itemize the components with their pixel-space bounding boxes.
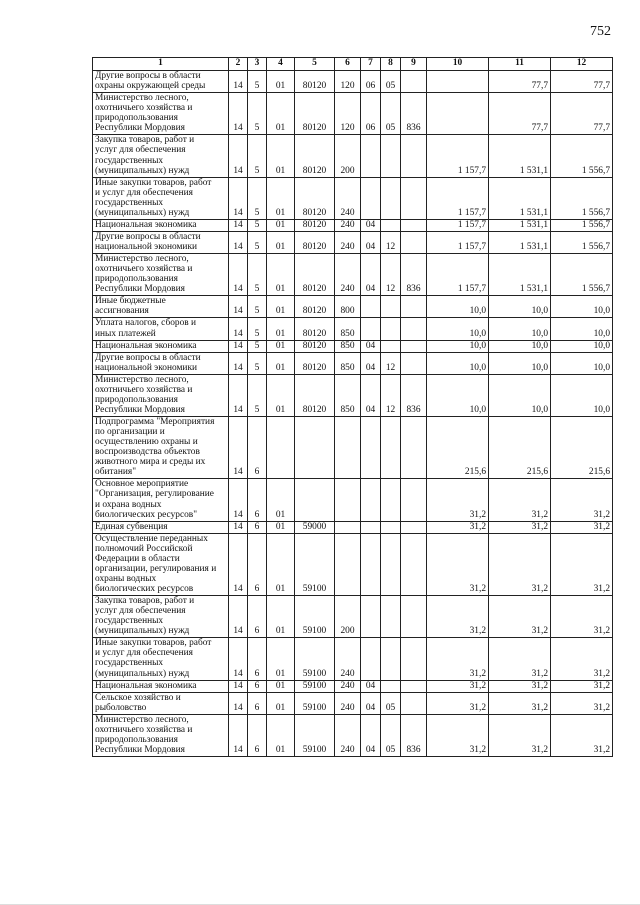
table-row [93,352,613,374]
row-cell-col-9 [401,177,427,219]
row-cell-col-5: 80120 [295,352,335,374]
table-row [93,638,613,680]
row-cell-col-8 [381,340,401,352]
row-description: Осуществление переданных полномочий Российской Федерации в области организации, регулирования и охраны водных биологических ресурсов [93,533,229,595]
column-header-4: 4 [267,58,295,71]
row-cell-col-3: 5 [248,219,267,231]
row-cell-col-10: 31,2 [427,692,489,714]
row-cell-col-6: 240 [335,638,361,680]
row-cell-col-4: 01 [267,254,295,296]
row-cell-col-6: 240 [335,680,361,692]
row-cell-col-7 [361,521,381,533]
row-cell-col-11: 10,0 [489,318,551,340]
row-description: Закупка товаров, работ и услуг для обеспечения государственных (муниципальных) нужд [93,135,229,177]
row-cell-col-4: 01 [267,374,295,416]
row-cell-col-10: 10,0 [427,374,489,416]
row-cell-col-12: 31,2 [551,521,613,533]
row-cell-col-2: 14 [229,135,248,177]
row-cell-col-5: 80120 [295,231,335,253]
row-cell-col-2: 14 [229,521,248,533]
row-cell-col-3: 5 [248,340,267,352]
row-cell-col-6 [335,533,361,595]
row-cell-col-5: 80120 [295,296,335,318]
row-cell-col-2: 14 [229,219,248,231]
row-cell-col-6: 240 [335,177,361,219]
row-cell-col-9 [401,680,427,692]
column-header-6: 6 [335,58,361,71]
row-cell-col-7 [361,479,381,521]
row-cell-col-6 [335,417,361,479]
row-cell-col-4: 01 [267,93,295,135]
row-cell-col-3: 5 [248,135,267,177]
row-cell-col-12: 31,2 [551,533,613,595]
row-description: Национальная экономика [93,680,229,692]
row-description: Подпрограмма "Мероприятия по организации и осуществлению охраны и воспроизводства объектов животного мира и среды их обитания" [93,417,229,479]
row-cell-col-11: 1 531,1 [489,231,551,253]
row-cell-col-10: 1 157,7 [427,219,489,231]
row-cell-col-7: 04 [361,254,381,296]
row-cell-col-8 [381,479,401,521]
row-cell-col-2: 14 [229,318,248,340]
row-cell-col-9 [401,71,427,93]
row-cell-col-8: 12 [381,231,401,253]
row-cell-col-3: 5 [248,296,267,318]
row-cell-col-5: 80120 [295,71,335,93]
column-header-5: 5 [295,58,335,71]
row-cell-col-10 [427,71,489,93]
row-cell-col-2: 14 [229,374,248,416]
row-cell-col-5: 59100 [295,638,335,680]
row-cell-col-12: 1 556,7 [551,135,613,177]
row-cell-col-6: 120 [335,93,361,135]
table-body [93,58,613,757]
row-description: Министерство лесного, охотничьего хозяйства и природопользования Республики Мордовия [93,93,229,135]
row-cell-col-7: 04 [361,680,381,692]
row-cell-col-12: 1 556,7 [551,254,613,296]
row-cell-col-4: 01 [267,340,295,352]
row-cell-col-7 [361,177,381,219]
row-cell-col-7: 04 [361,714,381,756]
row-cell-col-6: 200 [335,596,361,638]
row-cell-col-7: 04 [361,692,381,714]
row-cell-col-3: 6 [248,714,267,756]
column-header-7: 7 [361,58,381,71]
row-cell-col-11: 77,7 [489,71,551,93]
row-description: Иные закупки товаров, работ и услуг для обеспечения государственных (муниципальных) нужд [93,177,229,219]
row-cell-col-10: 1 157,7 [427,254,489,296]
row-cell-col-8 [381,219,401,231]
row-description: Министерство лесного, охотничьего хозяйства и природопользования Республики Мордовия [93,254,229,296]
row-cell-col-7 [361,638,381,680]
row-cell-col-12: 1 556,7 [551,177,613,219]
row-cell-col-12: 10,0 [551,318,613,340]
row-description: Уплата налогов, сборов и иных платежей [93,318,229,340]
row-cell-col-2: 14 [229,417,248,479]
row-cell-col-6: 240 [335,714,361,756]
row-cell-col-2: 14 [229,177,248,219]
row-cell-col-9 [401,479,427,521]
row-cell-col-11: 77,7 [489,93,551,135]
row-cell-col-9: 836 [401,254,427,296]
column-header-8: 8 [381,58,401,71]
row-cell-col-3: 6 [248,417,267,479]
table-row [93,231,613,253]
row-cell-col-9: 836 [401,374,427,416]
row-cell-col-2: 14 [229,352,248,374]
row-cell-col-6: 850 [335,374,361,416]
row-cell-col-4: 01 [267,521,295,533]
row-cell-col-3: 6 [248,479,267,521]
row-cell-col-4: 01 [267,71,295,93]
row-cell-col-9 [401,219,427,231]
row-cell-col-11: 31,2 [489,638,551,680]
row-cell-col-4: 01 [267,135,295,177]
row-cell-col-3: 6 [248,638,267,680]
row-cell-col-11: 31,2 [489,533,551,595]
row-cell-col-3: 6 [248,533,267,595]
row-cell-col-2: 14 [229,340,248,352]
row-cell-col-3: 5 [248,254,267,296]
table-row [93,533,613,595]
column-header-12: 12 [551,58,613,71]
row-cell-col-11: 31,2 [489,692,551,714]
table-row [93,680,613,692]
page-number: 752 [590,24,611,39]
row-cell-col-11: 10,0 [489,340,551,352]
row-description: Другие вопросы в области национальной экономики [93,352,229,374]
row-cell-col-5 [295,417,335,479]
row-cell-col-12: 10,0 [551,296,613,318]
table-row [93,374,613,416]
row-cell-col-5: 80120 [295,219,335,231]
row-cell-col-4: 01 [267,231,295,253]
row-cell-col-10: 10,0 [427,340,489,352]
row-cell-col-3: 5 [248,231,267,253]
budget-table [92,57,613,757]
row-cell-col-5: 80120 [295,93,335,135]
row-cell-col-4: 01 [267,692,295,714]
row-cell-col-11: 31,2 [489,479,551,521]
row-cell-col-9: 836 [401,93,427,135]
row-cell-col-9 [401,638,427,680]
row-cell-col-6: 240 [335,692,361,714]
row-cell-col-4: 01 [267,680,295,692]
row-cell-col-8 [381,533,401,595]
row-cell-col-11: 1 531,1 [489,219,551,231]
row-cell-col-5: 80120 [295,374,335,416]
row-cell-col-4: 01 [267,479,295,521]
column-header-row [93,58,613,71]
row-cell-col-3: 6 [248,596,267,638]
row-cell-col-7 [361,318,381,340]
row-cell-col-8 [381,638,401,680]
row-cell-col-9 [401,340,427,352]
row-cell-col-9 [401,352,427,374]
row-cell-col-5: 59100 [295,692,335,714]
row-description: Министерство лесного, охотничьего хозяйства и природопользования Республики Мордовия [93,374,229,416]
row-cell-col-3: 6 [248,521,267,533]
row-cell-col-5: 59100 [295,533,335,595]
row-cell-col-5: 80120 [295,340,335,352]
row-cell-col-11: 1 531,1 [489,254,551,296]
row-cell-col-4: 01 [267,177,295,219]
column-header-11: 11 [489,58,551,71]
row-cell-col-6: 240 [335,254,361,296]
row-cell-col-12: 77,7 [551,71,613,93]
row-cell-col-11: 31,2 [489,680,551,692]
row-cell-col-10: 31,2 [427,521,489,533]
row-cell-col-10: 10,0 [427,296,489,318]
row-cell-col-6: 240 [335,231,361,253]
row-cell-col-11: 31,2 [489,714,551,756]
row-cell-col-9 [401,692,427,714]
row-cell-col-9 [401,596,427,638]
row-cell-col-6: 800 [335,296,361,318]
row-cell-col-6: 200 [335,135,361,177]
row-cell-col-8: 12 [381,374,401,416]
row-description: Иные бюджетные ассигнования [93,296,229,318]
row-cell-col-10: 1 157,7 [427,231,489,253]
row-cell-col-7 [361,596,381,638]
row-cell-col-10: 215,6 [427,417,489,479]
row-cell-col-8 [381,318,401,340]
row-cell-col-2: 14 [229,680,248,692]
row-cell-col-7 [361,417,381,479]
table-row [93,417,613,479]
row-cell-col-7 [361,533,381,595]
row-cell-col-3: 5 [248,177,267,219]
row-description: Иные закупки товаров, работ и услуг для обеспечения государственных (муниципальных) нужд [93,638,229,680]
row-cell-col-4: 01 [267,533,295,595]
row-cell-col-6 [335,521,361,533]
row-cell-col-5: 59100 [295,680,335,692]
row-cell-col-7: 04 [361,231,381,253]
row-cell-col-11: 1 531,1 [489,135,551,177]
row-cell-col-8 [381,296,401,318]
row-cell-col-12: 31,2 [551,692,613,714]
column-header-1: 1 [93,58,229,71]
row-cell-col-2: 14 [229,71,248,93]
row-cell-col-7 [361,135,381,177]
row-cell-col-7: 06 [361,71,381,93]
row-cell-col-10: 10,0 [427,352,489,374]
column-header-10: 10 [427,58,489,71]
row-cell-col-6: 850 [335,318,361,340]
row-cell-col-8: 12 [381,352,401,374]
row-cell-col-6: 120 [335,71,361,93]
row-cell-col-3: 5 [248,93,267,135]
row-cell-col-7: 04 [361,374,381,416]
row-cell-col-2: 14 [229,692,248,714]
row-cell-col-10: 31,2 [427,479,489,521]
row-cell-col-4: 01 [267,219,295,231]
table-row [93,93,613,135]
row-cell-col-9 [401,533,427,595]
row-cell-col-9 [401,417,427,479]
row-cell-col-7: 04 [361,219,381,231]
row-cell-col-11: 215,6 [489,417,551,479]
row-cell-col-9 [401,318,427,340]
row-cell-col-8 [381,596,401,638]
row-cell-col-4: 01 [267,638,295,680]
table-row [93,135,613,177]
row-cell-col-5 [295,479,335,521]
row-cell-col-8: 12 [381,254,401,296]
row-cell-col-5: 80120 [295,177,335,219]
row-cell-col-2: 14 [229,93,248,135]
row-cell-col-5: 80120 [295,254,335,296]
row-cell-col-4: 01 [267,352,295,374]
row-description: Основное мероприятие "Организация, регулирование и охрана водных биологических ресурсов" [93,479,229,521]
row-description: Национальная экономика [93,219,229,231]
row-cell-col-12: 1 556,7 [551,231,613,253]
row-cell-col-10: 31,2 [427,680,489,692]
row-cell-col-12: 31,2 [551,714,613,756]
row-cell-col-6: 240 [335,219,361,231]
row-cell-col-12: 215,6 [551,417,613,479]
row-cell-col-3: 5 [248,71,267,93]
row-description: Другие вопросы в области национальной экономики [93,231,229,253]
column-header-3: 3 [248,58,267,71]
row-cell-col-3: 5 [248,374,267,416]
row-cell-col-9 [401,296,427,318]
table-row [93,692,613,714]
table-row [93,177,613,219]
row-cell-col-12: 77,7 [551,93,613,135]
row-cell-col-3: 6 [248,680,267,692]
row-cell-col-8 [381,177,401,219]
row-cell-col-12: 31,2 [551,479,613,521]
row-cell-col-10: 31,2 [427,533,489,595]
row-cell-col-10: 10,0 [427,318,489,340]
row-cell-col-12: 10,0 [551,374,613,416]
row-cell-col-10: 31,2 [427,714,489,756]
row-cell-col-5: 80120 [295,318,335,340]
row-cell-col-11: 31,2 [489,521,551,533]
row-cell-col-6: 850 [335,352,361,374]
row-description: Другие вопросы в области охраны окружающей среды [93,71,229,93]
table-row [93,714,613,756]
row-cell-col-3: 6 [248,692,267,714]
table-row [93,71,613,93]
row-cell-col-2: 14 [229,296,248,318]
row-cell-col-9 [401,521,427,533]
row-cell-col-8 [381,521,401,533]
row-cell-col-9 [401,135,427,177]
row-cell-col-10: 31,2 [427,596,489,638]
row-description: Сельское хозяйство и рыболовство [93,692,229,714]
row-cell-col-2: 14 [229,596,248,638]
row-cell-col-2: 14 [229,254,248,296]
row-description: Единая субвенция [93,521,229,533]
row-cell-col-10: 1 157,7 [427,135,489,177]
row-cell-col-4: 01 [267,596,295,638]
row-cell-col-7: 04 [361,352,381,374]
row-cell-col-8: 05 [381,93,401,135]
row-cell-col-2: 14 [229,533,248,595]
row-cell-col-10: 1 157,7 [427,177,489,219]
row-description: Министерство лесного, охотничьего хозяйства и природопользования Республики Мордовия [93,714,229,756]
row-cell-col-8 [381,417,401,479]
row-cell-col-6 [335,479,361,521]
row-cell-col-11: 10,0 [489,374,551,416]
table-row [93,318,613,340]
row-cell-col-11: 10,0 [489,352,551,374]
row-cell-col-12: 10,0 [551,352,613,374]
row-cell-col-3: 5 [248,352,267,374]
row-cell-col-5: 59000 [295,521,335,533]
row-cell-col-2: 14 [229,638,248,680]
table-row [93,340,613,352]
row-description: Национальная экономика [93,340,229,352]
row-cell-col-10: 31,2 [427,638,489,680]
row-cell-col-11: 31,2 [489,596,551,638]
table-row [93,219,613,231]
row-cell-col-10 [427,93,489,135]
table-row [93,596,613,638]
row-cell-col-8: 05 [381,692,401,714]
row-cell-col-8 [381,135,401,177]
row-cell-col-7 [361,296,381,318]
row-cell-col-12: 31,2 [551,638,613,680]
row-cell-col-8 [381,680,401,692]
row-cell-col-4: 01 [267,318,295,340]
row-cell-col-9: 836 [401,714,427,756]
row-cell-col-8: 05 [381,71,401,93]
row-cell-col-12: 31,2 [551,680,613,692]
row-cell-col-2: 14 [229,479,248,521]
table-row [93,521,613,533]
table-row [93,296,613,318]
row-cell-col-2: 14 [229,714,248,756]
row-cell-col-2: 14 [229,231,248,253]
row-description: Закупка товаров, работ и услуг для обеспечения государственных (муниципальных) нужд [93,596,229,638]
row-cell-col-7: 06 [361,93,381,135]
row-cell-col-12: 1 556,7 [551,219,613,231]
row-cell-col-12: 10,0 [551,340,613,352]
row-cell-col-11: 10,0 [489,296,551,318]
row-cell-col-4: 01 [267,714,295,756]
column-header-9: 9 [401,58,427,71]
row-cell-col-5: 80120 [295,135,335,177]
row-cell-col-4 [267,417,295,479]
row-cell-col-7: 04 [361,340,381,352]
row-cell-col-11: 1 531,1 [489,177,551,219]
row-cell-col-4: 01 [267,296,295,318]
table-row [93,254,613,296]
row-cell-col-6: 850 [335,340,361,352]
table-row [93,479,613,521]
row-cell-col-3: 5 [248,318,267,340]
column-header-2: 2 [229,58,248,71]
row-cell-col-5: 59100 [295,596,335,638]
row-cell-col-5: 59100 [295,714,335,756]
row-cell-col-12: 31,2 [551,596,613,638]
row-cell-col-9 [401,231,427,253]
row-cell-col-8: 05 [381,714,401,756]
